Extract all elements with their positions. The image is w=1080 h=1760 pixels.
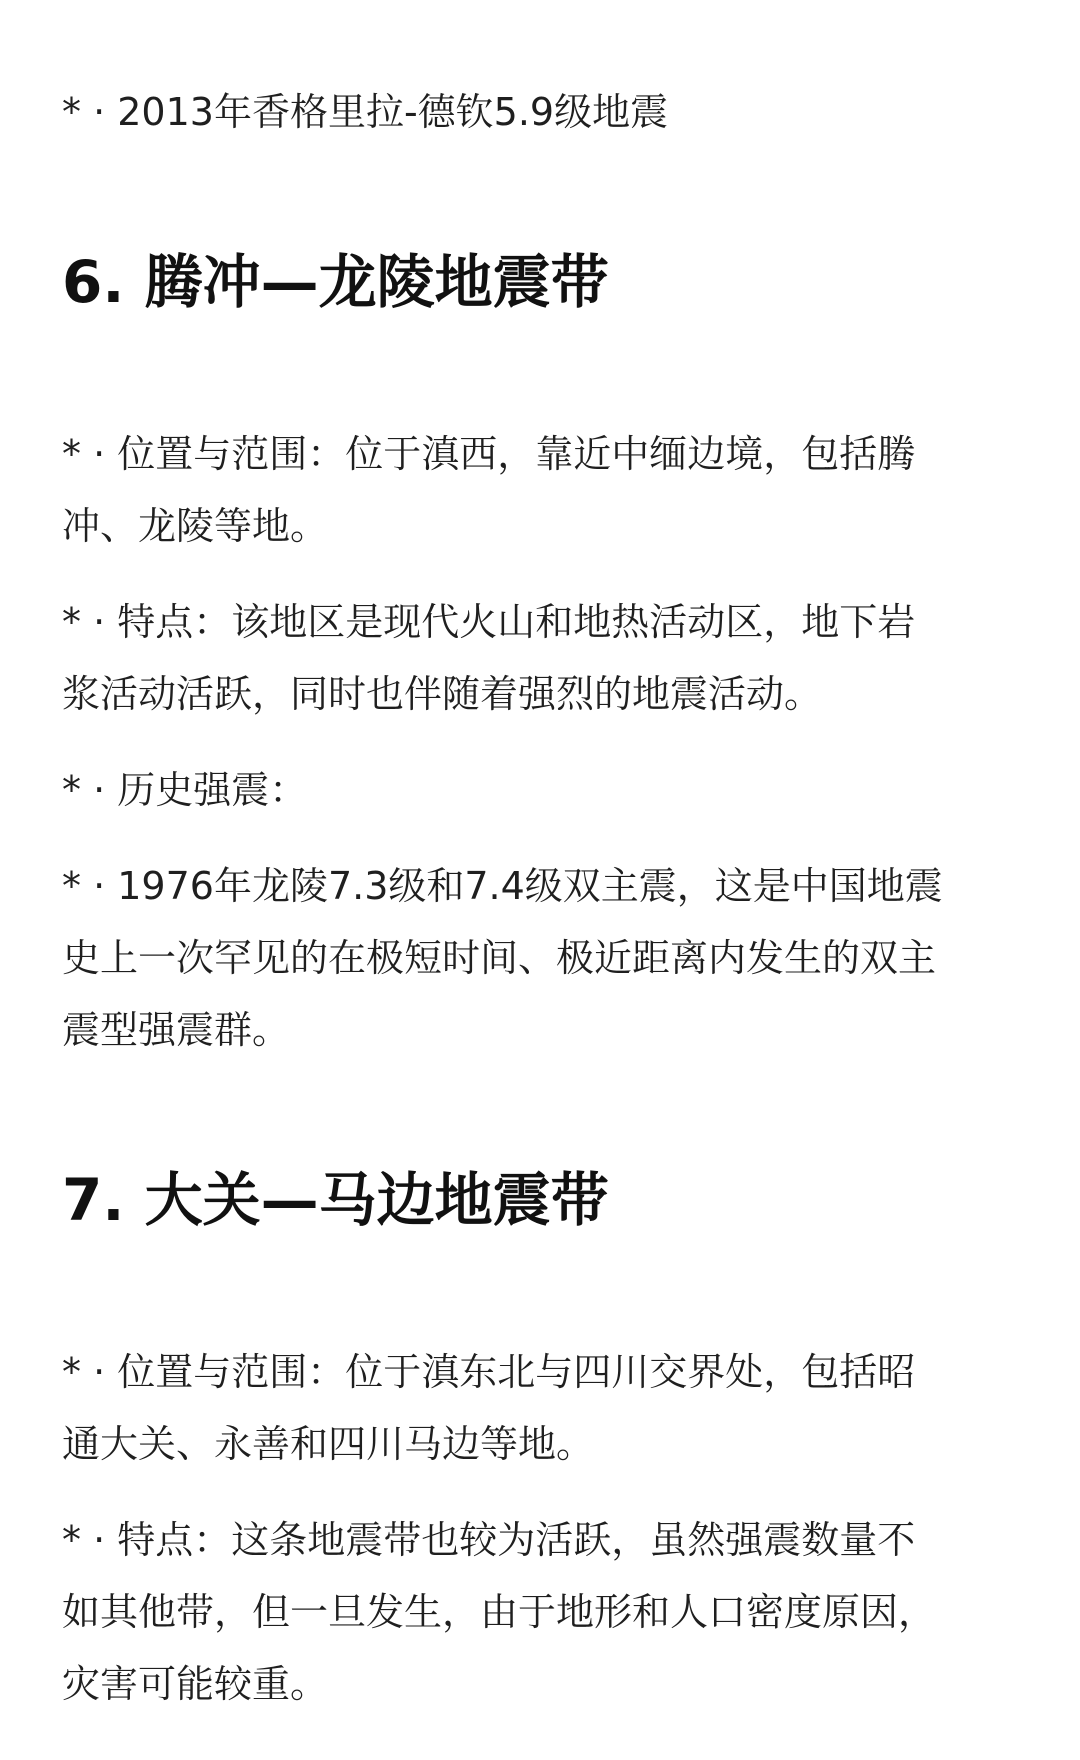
bullet-features-2-line1: * · 特点：这条地震带也较为活跃，虽然强震数量不 [62, 1518, 916, 1562]
section-heading-tengchong-longling: 6. 腾冲—龙陵地震带 [62, 248, 609, 316]
bullet-longling-1976-line3: 震型强震群。 [62, 1008, 291, 1052]
bullet-location-range-2-line2: 通大关、永善和四川马边等地。 [62, 1422, 595, 1466]
bullet-location-range-line2: 冲、龙陵等地。 [62, 504, 329, 548]
bullet-features-line2: 浆活动活跃，同时也伴随着强烈的地震活动。 [62, 672, 823, 716]
bullet-shangri-la-earthquake: * · 2013年香格里拉-德钦5.9级地震 [62, 90, 669, 134]
bullet-location-range-line1: * · 位置与范围：位于滇西，靠近中缅边境，包括腾 [62, 432, 916, 476]
bullet-historical-earthquakes: * · 历史强震： [62, 768, 308, 812]
bullet-longling-1976-line1: * · 1976年龙陵7.3级和7.4级双主震，这是中国地震 [62, 864, 943, 908]
bullet-features-line1: * · 特点：该地区是现代火山和地热活动区，地下岩 [62, 600, 916, 644]
bullet-features-2-line3: 灾害可能较重。 [62, 1662, 329, 1706]
bullet-features-2-line2: 如其他带，但一旦发生，由于地形和人口密度原因， [62, 1590, 937, 1634]
section-heading-daguan-mabian: 7. 大关—马边地震带 [62, 1166, 609, 1234]
bullet-location-range-2-line1: * · 位置与范围：位于滇东北与四川交界处，包括昭 [62, 1350, 916, 1394]
bullet-longling-1976-line2: 史上一次罕见的在极短时间、极近距离内发生的双主 [62, 936, 937, 980]
